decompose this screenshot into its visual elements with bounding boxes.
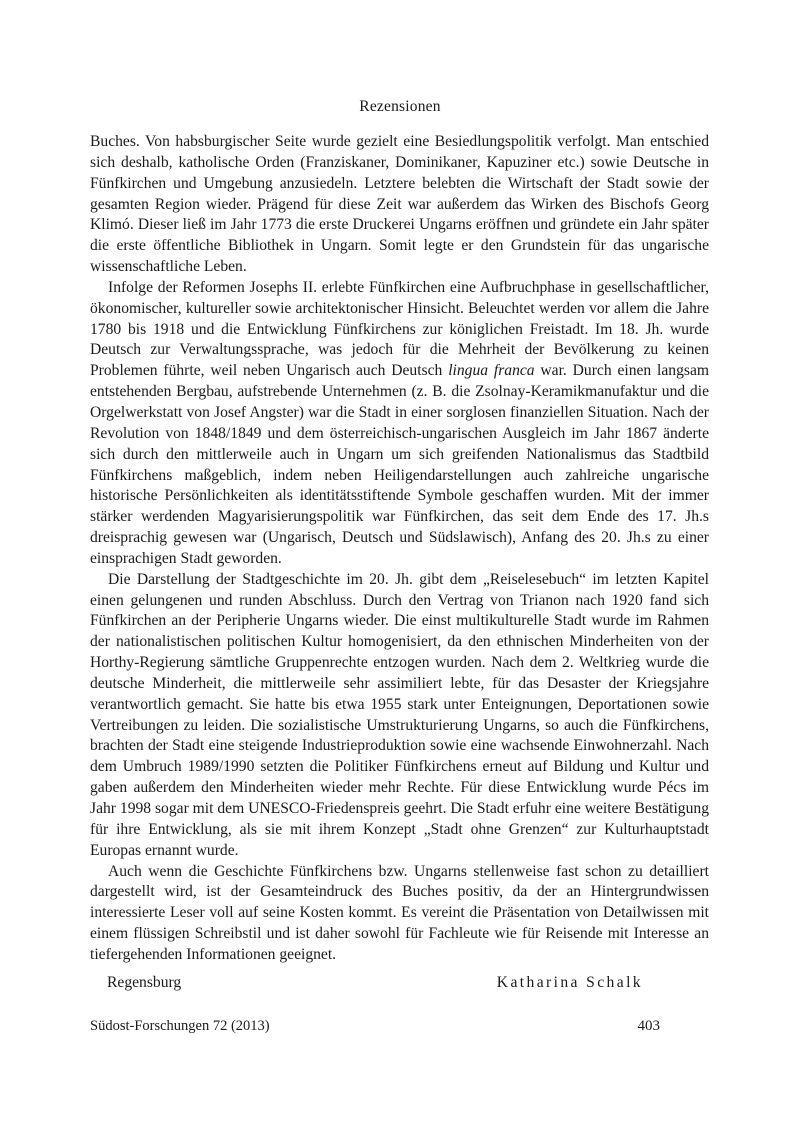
page-number: 403: [637, 1018, 660, 1034]
paragraph-3: Die Darstellung der Stadtgeschichte im 20. Jh. gibt dem „Reiselesebuch“ im letzten Kapitel einen gelungenen und runden Abschluss. Durch den Vertrag von Trianon nach 1920 fand sich Fünfkirchen an der Peripherie Ungarns wieder. Die einst multikulturelle Stadt wurde im Rahmen der nationalistischen politischen Kultur homogenisiert, da den ethnischen Minderheiten von der Horthy-Regierung sämtliche Gruppenrechte entzogen wurden. Nach dem 2. Weltkrieg wurde die deutsche Minderheit, die mittlerweile sehr assimiliert lebte, für das Desaster der Kriegsjahre verantwortlich gemacht. Sie hatte bis etwa 1955 stark unter Enteignungen, Deportationen sowie Vertreibungen zu leiden. Die sozialistische Umstrukturierung Ungarns, so auch die Fünfkirchens, brachten der Stadt eine steigende Industrieproduktion sowie eine wachsende Einwohnerzahl. Nach dem Umbruch 1989/1990 setzten die Politiker Fünfkirchens erneut auf Bildung und Kultur und gaben außerdem den Minderheiten wieder mehr Rechte. Für diese Entwicklung wurde Pécs im Jahr 1998 sogar mit dem UNESCO-Friedenspreis geehrt. Die Stadt erfuhr eine weitere Bestätigung für ihre Entwicklung, als sie mit ihrem Konzept „Stadt ohne Grenzen“ zur Kulturhauptstadt Europas ernannt wurde.: [90, 570, 709, 859]
signature-place: Regensburg: [107, 974, 182, 991]
journal-citation: Südost-Forschungen 72 (2013): [90, 1018, 270, 1034]
paragraph-1: Buches. Von habsburgischer Seite wurde gezielt eine Besiedlungspolitik verfolgt. Man entschied sich deshalb, katholische Orden (Franziskaner, Dominikaner, Kapuziner etc.) sowie Deutsche in Fünfkirchen und Umgebung anzusiedeln. Letztere belebten die Wirtschaft der Stadt sowie der gesamten Region wieder. Prägend für diese Zeit war außerdem das Wirken des Bischofs Georg Klimó. Dieser ließ im Jahr 1773 die erste Druckerei Ungarns eröffnen und gründete ein Jahr später die erste öffentliche Bibliothek in Ungarn. Somit legte er den Grundstein für das ungarische wissenschaftliche Leben.: [90, 133, 709, 276]
signature-author: Katharina Schalk: [496, 974, 643, 991]
paragraph-2-text-after: war. Durch einen langsam entstehenden Bergbau, aufstrebende Unternehmen (z. B. die Zsolnay-Keramikmanufaktur und die Orgelwerkstatt von Josef Angster) war die Stadt in einer sorglosen finanziellen Situation. Nach der Revolution von 1848/1849 und dem österreichisch-ungarischen Ausgleich im Jahr 1867 änderte sich durch den mittlerweile auch in Ungarn um sich greifenden Nationalismus das Stadtbild Fünfkirchens maßgeblich, indem neben Heiligendarstellungen auch zahlreiche ungarische historische Persönlichkeiten als identitätsstiftende Symbole geschaffen wurden. Mit der immer stärker werdenden Magyarisierungspolitik war Fünfkirchen, das seit dem Ende des 17. Jh.s dreisprachig gewesen war (Ungarisch, Deutsch und Südslawisch), Anfang des 20. Jh.s zu einer einsprachigen Stadt geworden.: [90, 362, 710, 567]
paragraph-2-text-before: Infolge der Reformen Josephs II. erlebte Fünfkirchen eine Aufbruchphase in gesellschaftlicher, ökonomischer, kultureller sowie architektonischer Hinsicht. Beleuchtet werden vor allem die Jahre 1780 bis 1918 und die Entwicklung Fünfkirchens zur königlichen Freistadt. Im 18. Jh. wurde Deutsch zur Verwaltungssprache, was jedoch für die Mehrheit der Bevölkerung zu keinen Problemen führte, weil neben Ungarisch auch Deutsch: [90, 278, 709, 380]
paragraph-4: Auch wenn die Geschichte Fünfkirchens bzw. Ungarns stellenweise fast schon zu detailliert dargestellt wird, ist der Gesamteindruck des Buches positiv, da der an Hintergrundwissen interessierte Leser voll auf seine Kosten kommt. Es vereint die Präsentation von Detailwissen mit einem flüssigen Schreibstil und ist daher sowohl für Fachleute wie für Reisende mit Interesse an tiefergehenden Informationen geeignet.: [90, 862, 709, 963]
paragraph-2-emphasis: lingua franca: [448, 362, 535, 380]
paragraph-2: [90, 278, 709, 570]
running-head: Rezensionen: [359, 98, 441, 115]
review-body: [90, 132, 709, 966]
